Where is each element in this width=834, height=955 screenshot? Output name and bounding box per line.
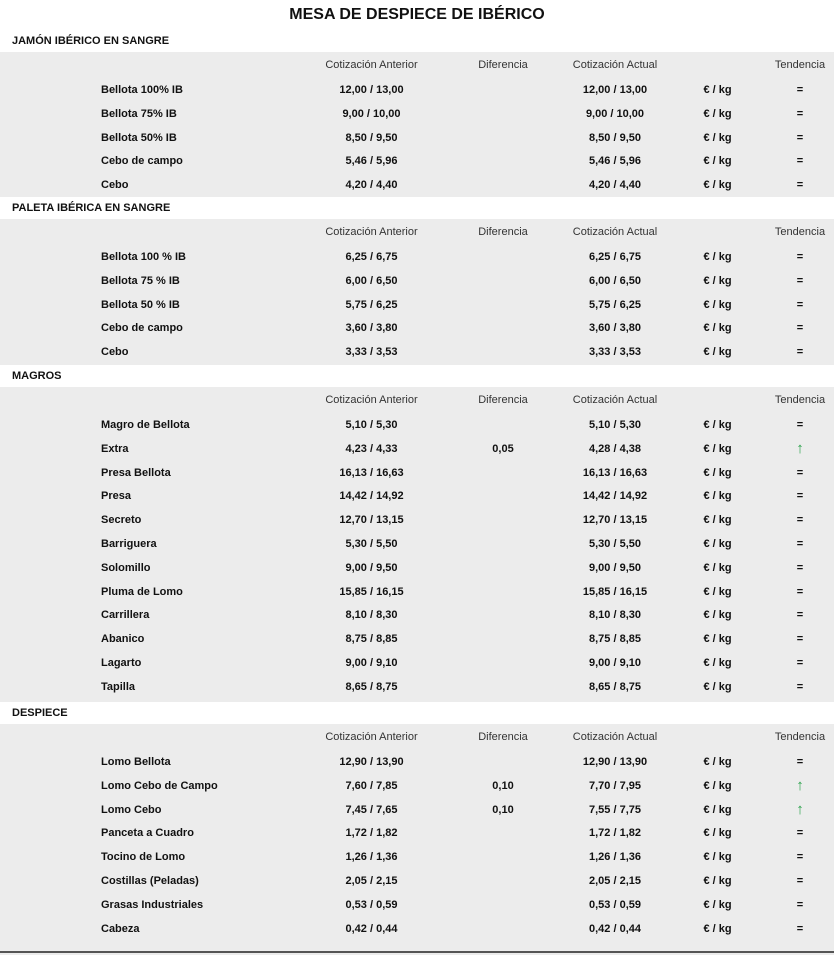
price-unit: € / kg bbox=[703, 490, 732, 503]
current-price: 12,00 / 13,00 bbox=[582, 84, 648, 96]
current-price: 15,85 / 16,15 bbox=[582, 585, 648, 598]
section-title: PALETA IBÉRICA EN SANGRE bbox=[0, 197, 834, 219]
trend-equal: = bbox=[796, 419, 804, 431]
previous-price: 8,10 / 8,30 bbox=[345, 609, 398, 622]
current-price: 7,70 / 7,95 bbox=[589, 779, 641, 792]
price-unit: € / kg bbox=[703, 514, 732, 527]
section-title: MAGROS bbox=[0, 365, 834, 387]
page-title: MESA DE DESPIECE DE IBÉRICO bbox=[0, 0, 834, 30]
product-name: Abanico bbox=[101, 633, 145, 646]
price-unit: € / kg bbox=[703, 322, 732, 335]
current-price: 5,75 / 6,25 bbox=[589, 298, 641, 311]
current-price: 2,05 / 2,15 bbox=[589, 874, 641, 887]
product-name: Grasas Industriales bbox=[101, 898, 204, 911]
product-name: Carrillera bbox=[101, 609, 150, 622]
previous-price: 4,20 / 4,40 bbox=[345, 179, 398, 192]
previous-price: 9,00 / 10,00 bbox=[342, 107, 401, 120]
trend-equal: = bbox=[796, 922, 804, 935]
table-row bbox=[0, 245, 834, 269]
product-name: Lomo Bellota bbox=[101, 756, 171, 768]
trend-equal: = bbox=[796, 346, 804, 359]
product-name: Cebo bbox=[101, 346, 129, 359]
current-price: 5,10 / 5,30 bbox=[589, 419, 641, 431]
current-price: 16,13 / 16,63 bbox=[582, 466, 648, 479]
trend-equal: = bbox=[796, 756, 804, 768]
section-title: DESPIECE bbox=[0, 702, 834, 724]
product-name: Bellota 100 % IB bbox=[101, 251, 186, 263]
column-header-trend: Tendencia bbox=[774, 394, 826, 406]
product-name: Costillas (Peladas) bbox=[101, 874, 199, 887]
price-unit: € / kg bbox=[703, 779, 732, 792]
price-unit: € / kg bbox=[703, 251, 732, 263]
section-1 bbox=[0, 197, 834, 364]
table-row bbox=[0, 893, 834, 917]
current-price: 0,53 / 0,59 bbox=[589, 898, 641, 911]
price-unit: € / kg bbox=[703, 419, 732, 431]
trend-equal: = bbox=[796, 274, 804, 287]
previous-price: 9,00 / 9,50 bbox=[345, 561, 398, 574]
current-price: 6,25 / 6,75 bbox=[589, 251, 641, 263]
previous-price: 1,72 / 1,82 bbox=[345, 827, 398, 840]
previous-price: 5,46 / 5,96 bbox=[345, 155, 398, 168]
trend-equal: = bbox=[796, 322, 804, 335]
column-header-trend: Tendencia bbox=[774, 731, 826, 743]
price-difference: 0,10 bbox=[492, 779, 514, 792]
trend-equal: = bbox=[796, 84, 804, 96]
product-name: Bellota 50% IB bbox=[101, 131, 177, 144]
previous-price: 8,50 / 9,50 bbox=[345, 131, 398, 144]
table-row bbox=[0, 413, 834, 437]
price-unit: € / kg bbox=[703, 874, 732, 887]
current-price: 3,60 / 3,80 bbox=[589, 322, 641, 335]
price-unit: € / kg bbox=[703, 633, 732, 646]
trend-equal: = bbox=[796, 680, 804, 693]
trend-equal: = bbox=[796, 107, 804, 120]
table-row bbox=[0, 149, 834, 173]
trend-equal: = bbox=[796, 466, 804, 479]
table-row bbox=[0, 532, 834, 556]
price-unit: € / kg bbox=[703, 898, 732, 911]
price-unit: € / kg bbox=[703, 442, 732, 455]
price-unit: € / kg bbox=[703, 922, 732, 935]
trend-equal: = bbox=[796, 179, 804, 192]
product-name: Barriguera bbox=[101, 537, 157, 550]
table-row bbox=[0, 675, 834, 699]
current-price: 9,00 / 9,50 bbox=[589, 561, 641, 574]
current-price: 3,33 / 3,53 bbox=[589, 346, 641, 359]
price-unit: € / kg bbox=[703, 131, 732, 144]
product-name: Bellota 75% IB bbox=[101, 107, 177, 120]
table-row bbox=[0, 102, 834, 126]
price-unit: € / kg bbox=[703, 466, 732, 479]
trend-equal: = bbox=[796, 514, 804, 527]
price-unit: € / kg bbox=[703, 298, 732, 311]
product-name: Tocino de Lomo bbox=[101, 851, 186, 864]
trend-equal: = bbox=[796, 898, 804, 911]
table-row bbox=[0, 126, 834, 150]
table-row bbox=[0, 78, 834, 102]
trend-up-arrow-icon bbox=[765, 437, 834, 462]
current-price: 12,90 / 13,90 bbox=[582, 756, 648, 768]
price-unit: € / kg bbox=[703, 680, 732, 693]
price-difference: 0,05 bbox=[492, 442, 514, 455]
section-3 bbox=[0, 702, 834, 940]
price-unit: € / kg bbox=[703, 84, 732, 96]
trend-equal: = bbox=[796, 131, 804, 144]
product-name: Cebo de campo bbox=[101, 322, 183, 335]
previous-price: 12,70 / 13,15 bbox=[339, 514, 404, 527]
table-row bbox=[0, 917, 834, 941]
current-price: 8,65 / 8,75 bbox=[589, 680, 641, 693]
column-header-prev: Cotización Anterior bbox=[325, 731, 418, 743]
product-name: Magro de Bellota bbox=[101, 419, 190, 431]
previous-price: 1,26 / 1,36 bbox=[345, 851, 398, 864]
table-row bbox=[0, 484, 834, 508]
previous-price: 9,00 / 9,10 bbox=[345, 656, 398, 669]
table-row bbox=[0, 173, 834, 197]
product-name: Lagarto bbox=[101, 656, 142, 669]
table-row bbox=[0, 269, 834, 293]
previous-price: 4,23 / 4,33 bbox=[345, 442, 398, 455]
previous-price: 5,75 / 6,25 bbox=[345, 298, 398, 311]
current-price: 8,10 / 8,30 bbox=[589, 609, 641, 622]
price-unit: € / kg bbox=[703, 561, 732, 574]
current-price: 4,20 / 4,40 bbox=[589, 179, 641, 192]
price-unit: € / kg bbox=[703, 179, 732, 192]
section-title: JAMÓN IBÉRICO EN SANGRE bbox=[0, 30, 834, 52]
product-name: Cebo de campo bbox=[101, 155, 183, 168]
previous-price: 16,13 / 16,63 bbox=[339, 466, 404, 479]
table-row bbox=[0, 580, 834, 604]
current-price: 8,50 / 9,50 bbox=[589, 131, 641, 144]
price-unit: € / kg bbox=[703, 585, 732, 598]
trend-equal: = bbox=[796, 827, 804, 840]
column-header-curr: Cotización Actual bbox=[572, 59, 658, 71]
table-row bbox=[0, 627, 834, 651]
table-row bbox=[0, 821, 834, 845]
table-row bbox=[0, 774, 834, 798]
column-header-curr: Cotización Actual bbox=[572, 731, 658, 743]
trend-up-arrow-icon bbox=[765, 774, 834, 799]
table-row bbox=[0, 340, 834, 364]
current-price: 6,00 / 6,50 bbox=[589, 274, 641, 287]
trend-equal: = bbox=[796, 585, 804, 598]
trend-equal: = bbox=[796, 298, 804, 311]
previous-price: 15,85 / 16,15 bbox=[339, 585, 404, 598]
current-price: 1,26 / 1,36 bbox=[589, 851, 641, 864]
product-name: Cebo bbox=[101, 179, 129, 192]
table-row bbox=[0, 508, 834, 532]
price-unit: € / kg bbox=[703, 274, 732, 287]
current-price: 0,42 / 0,44 bbox=[589, 922, 641, 935]
column-headers bbox=[0, 387, 834, 413]
table-row bbox=[0, 869, 834, 893]
previous-price: 6,25 / 6,75 bbox=[345, 251, 398, 263]
trend-equal: = bbox=[796, 656, 804, 669]
trend-up-arrow-icon bbox=[765, 798, 834, 823]
price-unit: € / kg bbox=[703, 537, 732, 550]
previous-price: 5,30 / 5,50 bbox=[345, 537, 398, 550]
column-header-trend: Tendencia bbox=[774, 59, 826, 71]
trend-equal: = bbox=[796, 609, 804, 622]
current-price: 12,70 / 13,15 bbox=[582, 514, 648, 527]
column-header-diff: Diferencia bbox=[478, 394, 528, 406]
current-price: 7,55 / 7,75 bbox=[589, 803, 641, 816]
product-name: Cabeza bbox=[101, 922, 140, 935]
trend-equal: = bbox=[796, 633, 804, 646]
arrow-up-icon: ↑ bbox=[796, 800, 804, 818]
product-name: Pluma de Lomo bbox=[101, 585, 183, 598]
arrow-up-icon: ↑ bbox=[796, 439, 804, 457]
previous-price: 3,33 / 3,53 bbox=[345, 346, 398, 359]
previous-price: 0,42 / 0,44 bbox=[345, 922, 398, 935]
column-header-curr: Cotización Actual bbox=[572, 394, 658, 406]
table-row bbox=[0, 437, 834, 461]
bottom-divider bbox=[0, 951, 834, 953]
arrow-up-icon: ↑ bbox=[796, 776, 804, 794]
product-name: Panceta a Cuadro bbox=[101, 827, 194, 840]
current-price: 9,00 / 9,10 bbox=[589, 656, 641, 669]
table-row bbox=[0, 316, 834, 340]
previous-price: 5,10 / 5,30 bbox=[345, 419, 398, 431]
current-price: 5,46 / 5,96 bbox=[589, 155, 641, 168]
trend-equal: = bbox=[796, 155, 804, 168]
table-row bbox=[0, 293, 834, 317]
trend-equal: = bbox=[796, 851, 804, 864]
previous-price: 12,90 / 13,90 bbox=[339, 756, 404, 768]
trend-equal: = bbox=[796, 490, 804, 503]
previous-price: 8,65 / 8,75 bbox=[345, 680, 398, 693]
product-name: Solomillo bbox=[101, 561, 151, 574]
column-header-prev: Cotización Anterior bbox=[325, 226, 418, 238]
price-unit: € / kg bbox=[703, 827, 732, 840]
price-unit: € / kg bbox=[703, 803, 732, 816]
column-header-diff: Diferencia bbox=[478, 59, 528, 71]
previous-price: 2,05 / 2,15 bbox=[345, 874, 398, 887]
product-name: Lomo Cebo de Campo bbox=[101, 779, 218, 792]
table-row bbox=[0, 798, 834, 822]
previous-price: 12,00 / 13,00 bbox=[339, 84, 404, 96]
price-unit: € / kg bbox=[703, 346, 732, 359]
product-name: Bellota 50 % IB bbox=[101, 298, 180, 311]
column-headers bbox=[0, 724, 834, 750]
column-header-diff: Diferencia bbox=[478, 226, 528, 238]
previous-price: 8,75 / 8,85 bbox=[345, 633, 398, 646]
column-header-trend: Tendencia bbox=[774, 226, 826, 238]
trend-equal: = bbox=[796, 874, 804, 887]
current-price: 5,30 / 5,50 bbox=[589, 537, 641, 550]
current-price: 1,72 / 1,82 bbox=[589, 827, 641, 840]
previous-price: 7,60 / 7,85 bbox=[345, 779, 398, 792]
section-0 bbox=[0, 30, 834, 197]
current-price: 4,28 / 4,38 bbox=[589, 442, 641, 455]
column-header-prev: Cotización Anterior bbox=[325, 394, 418, 406]
product-name: Presa Bellota bbox=[101, 466, 171, 479]
product-name: Extra bbox=[101, 442, 129, 455]
table-row bbox=[0, 556, 834, 580]
product-name: Tapilla bbox=[101, 680, 136, 693]
previous-price: 0,53 / 0,59 bbox=[345, 898, 398, 911]
price-unit: € / kg bbox=[703, 656, 732, 669]
price-unit: € / kg bbox=[703, 851, 732, 864]
price-difference: 0,10 bbox=[492, 803, 514, 816]
trend-equal: = bbox=[796, 561, 804, 574]
table-row bbox=[0, 845, 834, 869]
section-2 bbox=[0, 365, 834, 699]
product-name: Lomo Cebo bbox=[101, 803, 162, 816]
previous-price: 6,00 / 6,50 bbox=[345, 274, 398, 287]
product-name: Bellota 75 % IB bbox=[101, 274, 180, 287]
price-unit: € / kg bbox=[703, 609, 732, 622]
column-header-curr: Cotización Actual bbox=[572, 226, 658, 238]
table-row bbox=[0, 461, 834, 485]
price-unit: € / kg bbox=[703, 107, 732, 120]
product-name: Presa bbox=[101, 490, 131, 503]
trend-equal: = bbox=[796, 251, 804, 263]
current-price: 8,75 / 8,85 bbox=[589, 633, 641, 646]
product-name: Bellota 100% IB bbox=[101, 84, 183, 96]
column-header-prev: Cotización Anterior bbox=[325, 59, 418, 71]
table-row bbox=[0, 603, 834, 627]
table-row bbox=[0, 750, 834, 774]
column-header-diff: Diferencia bbox=[478, 731, 528, 743]
price-unit: € / kg bbox=[703, 155, 732, 168]
current-price: 14,42 / 14,92 bbox=[582, 490, 648, 503]
product-name: Secreto bbox=[101, 514, 142, 527]
previous-price: 3,60 / 3,80 bbox=[345, 322, 398, 335]
column-headers bbox=[0, 52, 834, 78]
price-unit: € / kg bbox=[703, 756, 732, 768]
column-headers bbox=[0, 219, 834, 245]
previous-price: 14,42 / 14,92 bbox=[339, 490, 404, 503]
trend-equal: = bbox=[796, 537, 804, 550]
current-price: 9,00 / 10,00 bbox=[585, 107, 645, 120]
previous-price: 7,45 / 7,65 bbox=[345, 803, 398, 816]
table-row bbox=[0, 651, 834, 675]
